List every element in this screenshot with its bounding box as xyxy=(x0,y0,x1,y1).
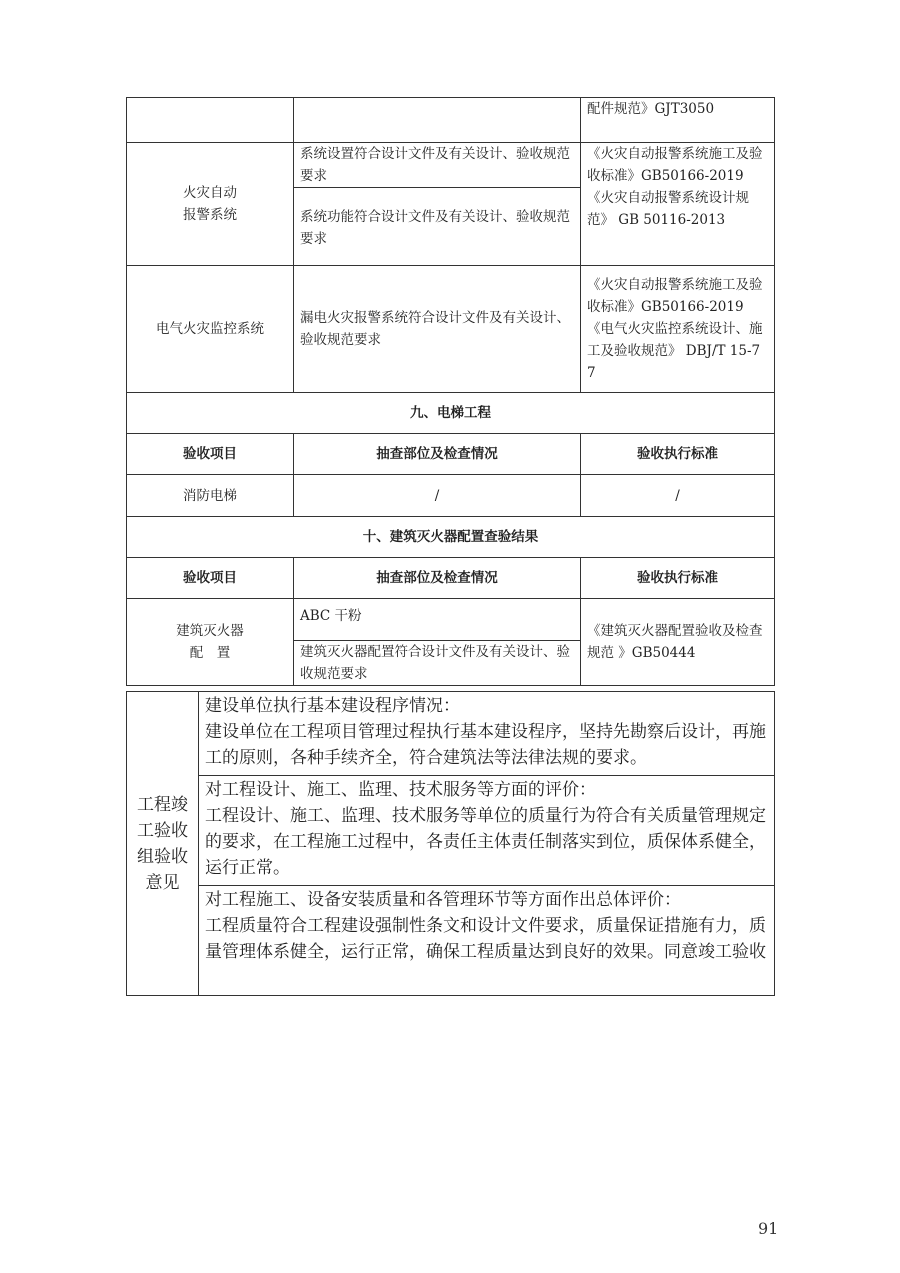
table-row-fire-alarm xyxy=(127,143,775,188)
section-title-row xyxy=(127,517,775,558)
opinion-label-line: 工验收 xyxy=(137,820,188,841)
opinion-label-line: 意见 xyxy=(145,872,180,893)
section9-row xyxy=(127,475,775,517)
section10-header-row xyxy=(127,558,775,599)
fire-alarm-standard-b: 《火灾自动报警系统设计规范》 GB 50116-2013 xyxy=(587,190,749,228)
fire-alarm-label-line1: 火灾自动 xyxy=(183,185,237,201)
continued-standard: 配件规范》GJT3050 xyxy=(581,98,775,143)
section10-header-check: 抽查部位及检查情况 xyxy=(294,558,581,599)
continued-label-cell xyxy=(127,98,294,143)
electric-fire-standard xyxy=(581,266,775,393)
fire-alarm-label xyxy=(127,143,294,266)
opinion-row-2 xyxy=(127,776,775,886)
extinguisher-label-line2: 配 置 xyxy=(189,645,231,661)
section10-title: 十、建筑灭火器配置查验结果 xyxy=(127,517,775,558)
fire-alarm-check-2: 系统功能符合设计文件及有关设计、验收规范要求 xyxy=(294,188,581,266)
opinion-block-2 xyxy=(199,776,775,886)
fire-alarm-standard-a: 《火灾自动报警系统施工及验收标准》GB50166-2019 xyxy=(587,146,763,184)
acceptance-table xyxy=(126,97,775,686)
fire-elevator-standard: / xyxy=(581,475,775,517)
extinguisher-check-1: ABC 干粉 xyxy=(294,599,581,641)
extinguisher-check-2: 建筑灭火器配置符合设计文件及有关设计、验收规范要求 xyxy=(294,641,581,686)
continued-check-cell xyxy=(294,98,581,143)
opinion-block-3-text: 工程质量符合工程建设强制性条文和设计文件要求，质量保证措施有力，质量管理体系健全，运行正常，确保工程质量达到良好的效果。同意竣工验收 xyxy=(205,916,766,962)
opinion-block-1-title: 建设单位执行基本建设程序情况： xyxy=(205,696,460,716)
extinguisher-standard: 《建筑灭火器配置验收及检查规范 》GB50444 xyxy=(581,599,775,686)
opinion-row-3 xyxy=(127,886,775,996)
section10-row-1 xyxy=(127,599,775,641)
extinguisher-label-line1: 建筑灭火器 xyxy=(176,623,244,639)
electric-fire-check: 漏电火灾报警系统符合设计文件及有关设计、验收规范要求 xyxy=(294,266,581,393)
table-row-continued xyxy=(127,98,775,143)
opinion-row-1 xyxy=(127,692,775,776)
opinion-block-1-text: 建设单位在工程项目管理过程执行基本建设程序，坚持先勘察后设计，再施工的原则，各种手续齐全，符合建筑法等法律法规的要求。 xyxy=(205,722,766,768)
section9-header-row xyxy=(127,434,775,475)
fire-alarm-label-line2: 报警系统 xyxy=(183,207,237,223)
section9-title: 九、电梯工程 xyxy=(127,393,775,434)
section9-header-standard: 验收执行标准 xyxy=(581,434,775,475)
extinguisher-label xyxy=(127,599,294,686)
section10-header-item: 验收项目 xyxy=(127,558,294,599)
fire-elevator-label: 消防电梯 xyxy=(127,475,294,517)
opinion-label-line: 工程竣 xyxy=(137,794,188,815)
opinion-block-3 xyxy=(199,886,775,996)
page-number: 91 xyxy=(758,1219,779,1238)
fire-elevator-check: / xyxy=(294,475,581,517)
section9-header-check: 抽查部位及检查情况 xyxy=(294,434,581,475)
opinion-table xyxy=(126,691,775,996)
opinion-block-2-title: 对工程设计、施工、监理、技术服务等方面的评价： xyxy=(205,780,596,800)
fire-alarm-check-1: 系统设置符合设计文件及有关设计、验收规范要求 xyxy=(294,143,581,188)
electric-fire-label: 电气火灾监控系统 xyxy=(127,266,294,393)
section10-header-standard: 验收执行标准 xyxy=(581,558,775,599)
opinion-label-line: 组验收 xyxy=(137,846,188,867)
section-title-row xyxy=(127,393,775,434)
fire-alarm-standard xyxy=(581,143,775,266)
table-row-electric-fire xyxy=(127,266,775,393)
opinion-block-3-title: 对工程施工、设备安装质量和各管理环节等方面作出总体评价： xyxy=(205,890,681,910)
electric-fire-standard-a: 《火灾自动报警系统施工及验收标准》GB50166-2019 xyxy=(587,277,763,315)
opinion-label xyxy=(127,692,199,996)
opinion-block-1 xyxy=(199,692,775,776)
opinion-block-2-text: 工程设计、施工、监理、技术服务等单位的质量行为符合有关质量管理规定的要求，在工程施工过程中，各责任主体责任制落实到位，质保体系健全，运行正常。 xyxy=(205,806,766,878)
electric-fire-standard-b: 《电气火灾监控系统设计、施工及验收规范》 DBJ/T 15-77 xyxy=(587,321,763,381)
section9-header-item: 验收项目 xyxy=(127,434,294,475)
